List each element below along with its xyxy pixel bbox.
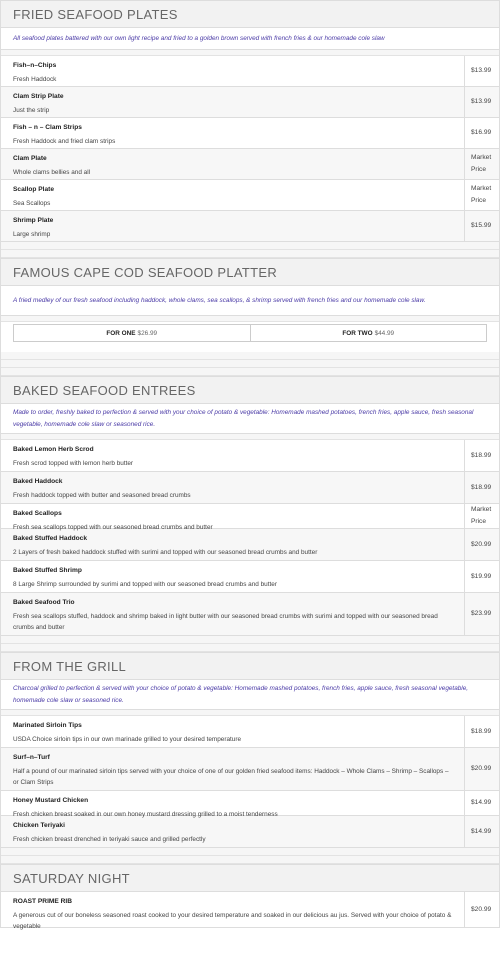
menu-item [1,149,499,180]
menu-item-name: Baked Lemon Herb Scrod [13,446,94,453]
menu-item-name: Clam Strip Plate [13,93,64,100]
menu-item-price: $14.99 [471,799,492,806]
section-gap [1,368,499,376]
menu-item-description: Fresh Haddock [13,76,57,83]
section-title: SATURDAY NIGHT [1,864,499,892]
section-gap [1,352,499,360]
menu-item [1,504,499,529]
section-gap [1,644,499,652]
menu-item-info [1,149,465,179]
menu-item-price: $19.99 [471,572,492,580]
menu-item [1,56,499,87]
platter-options [1,322,499,352]
menu-item-name: Baked Haddock [13,478,63,485]
platter-option [250,325,487,341]
menu-item-price: $14.99 [471,827,492,835]
menu-item [1,211,499,242]
menu-item-description: Fresh haddock topped with butter and seasoned bread crumbs [13,492,191,499]
menu-item [1,791,499,816]
menu-item-name: Surf–n–Turf [13,754,50,761]
section-description: All seafood plates battered with our own light recipe and fried to a golden brown served with french fries & our homemade cole slaw [1,28,499,50]
menu-item-description: Sea Scallops [13,200,51,207]
platter-price: $26.99 [137,329,158,337]
menu-item-name: Clam Plate [13,155,47,162]
section-gap [1,250,499,258]
menu-item-description: 2 Layers of fresh baked haddock stuffed with surimi and topped with our seasoned bread crumbs and butter [13,549,318,556]
platter-size-label: FOR TWO [342,329,373,337]
menu-item-description: Fresh scrod topped with lemon herb butter [13,460,134,467]
platter-price: $44.99 [374,329,395,337]
menu-item-price: $20.99 [471,905,492,913]
menu-item-list [1,56,499,242]
menu-item [1,892,499,928]
menu-item-name: Honey Mustard Chicken [13,797,89,804]
menu-item-list [1,440,499,636]
menu-item [1,87,499,118]
menu-item-description: USDA Choice sirloin tips in our own marinade grilled to your desired temperature [13,736,242,743]
section-description: Made to order, freshly baked to perfection & served with your choice of potato & vegetable: Homemade mashed potatoes, french fries, apple sauce, fresh seasonal vegetable, homemade cole slaw or seasoned rice. [1,404,499,434]
section-title: FRIED SEAFOOD PLATES [1,0,499,28]
section-description: A fried medley of our fresh seafood including haddock, whole clams, sea scallops, & shrimp served with french fries and our homemade cole slaw. [1,286,499,316]
menu-item-price: Market Price [471,154,492,173]
menu-item-price: $20.99 [471,765,492,772]
menu-item-price: $13.99 [471,98,492,105]
menu-item-info [1,87,465,117]
menu-item-description: Half a pound of our marinated sirloin tips served with your choice of one of our golden fried seafood items: Haddock – Whole Clams – Shrimp – Scallops – or Clam Strips [13,768,449,786]
menu-item-info [1,529,465,560]
menu-item-info [1,561,465,592]
menu-item-info [1,791,465,818]
section-gap [1,848,499,856]
menu-item-description: A generous cut of our boneless seasoned roast cooked to your desired temperature and soaked in our delicious au jus. Served with your choice of potato & vegetable [13,912,452,930]
menu-item-info [1,593,465,635]
menu-item-info [1,716,465,747]
menu-item-description: Large shrimp [13,231,51,238]
menu-section [0,652,500,864]
menu-item-name: Shrimp Plate [13,217,54,224]
section-title: FROM THE GRILL [1,652,499,680]
menu-item-price: $15.99 [471,222,492,229]
menu-item-price: $18.99 [471,483,492,491]
menu-item-name: ROAST PRIME RIB [13,898,72,905]
section-gap [1,636,499,644]
menu-item [1,118,499,149]
menu-item-name: Marinated Sirloin Tips [13,722,82,729]
section-gap [1,360,499,368]
menu-item-description: Fresh Haddock and fried clam strips [13,138,116,145]
menu-item-list [1,716,499,848]
menu-item-price: Market Price [471,506,492,525]
menu-item-name: Baked Seafood Trio [13,599,75,606]
menu-item-price: $18.99 [471,451,492,459]
menu-item-info [1,440,465,471]
menu-item-name: Chicken Teriyaki [13,822,65,829]
menu-item-price: $18.99 [471,727,492,735]
menu-item-name: Fish–n–Chips [13,62,57,69]
menu-item [1,593,499,636]
menu-item-info [1,118,465,148]
menu-item-price: $13.99 [471,67,492,74]
menu-item-price: Market Price [471,185,492,204]
menu-item [1,440,499,472]
menu-item-price: $23.99 [471,610,492,617]
platter-size-label: FOR ONE [106,329,136,337]
menu-item-name: Baked Scallops [13,510,62,517]
menu-item-price: $20.99 [471,540,492,548]
menu-item [1,748,499,791]
menu-item-info [1,504,465,531]
menu-item-description: Fresh sea scallops topped with our seasoned bread crumbs and butter [13,524,213,531]
menu-item [1,561,499,593]
menu-item [1,716,499,748]
menu-item-info [1,892,465,930]
menu-item [1,816,499,848]
menu-item-description: Whole clams bellies and all [13,169,91,176]
section-title: FAMOUS CAPE COD SEAFOOD PLATTER [1,258,499,286]
menu-item-list [1,892,499,928]
menu-item-info [1,748,465,790]
menu-section [0,258,500,376]
menu-item-name: Scallop Plate [13,186,55,193]
section-description: Charcoal grilled to perfection & served with your choice of potato & vegetable: Homemade mashed potatoes, french fries, apple sauce, fresh seasonal vegetable, homemade cole slaw or seasoned rice. [1,680,499,710]
menu-section [0,0,500,258]
menu-item-description: 8 Large Shrimp surrounded by surimi and topped with our seasoned bread crumbs and butter [13,581,277,588]
menu-item-info [1,472,465,503]
section-title: BAKED SEAFOOD ENTREES [1,376,499,404]
menu-item-price: $16.99 [471,129,492,136]
menu-section [0,864,500,928]
menu-item-name: Fish – n – Clam Strips [13,124,82,131]
platter-option [14,325,250,341]
menu-item-description: Fresh sea scallops stuffed, haddock and shrimp baked in light butter with our seasoned bread crumbs with surimi and topped with our seasoned bread crumbs and butter [13,613,438,631]
menu-item-name: Baked Stuffed Shrimp [13,567,82,574]
menu-item-description: Fresh chicken breast drenched in teriyaki sauce and grilled perfectly [13,836,206,843]
menu-item [1,529,499,561]
platter-row [13,324,487,342]
menu-section [0,376,500,652]
section-gap [1,856,499,864]
menu-item-info [1,211,465,241]
menu-item-description: Fresh chicken breast soaked in our own honey mustard dressing grilled to a moist tenderness [13,811,278,818]
menu-item-description: Just the strip [13,107,50,114]
menu-item-info [1,56,465,86]
menu-item [1,180,499,211]
menu-item-name: Baked Stuffed Haddock [13,535,88,542]
menu-item-info [1,180,465,210]
menu-item [1,472,499,504]
menu-item-info [1,816,465,847]
section-gap [1,242,499,250]
